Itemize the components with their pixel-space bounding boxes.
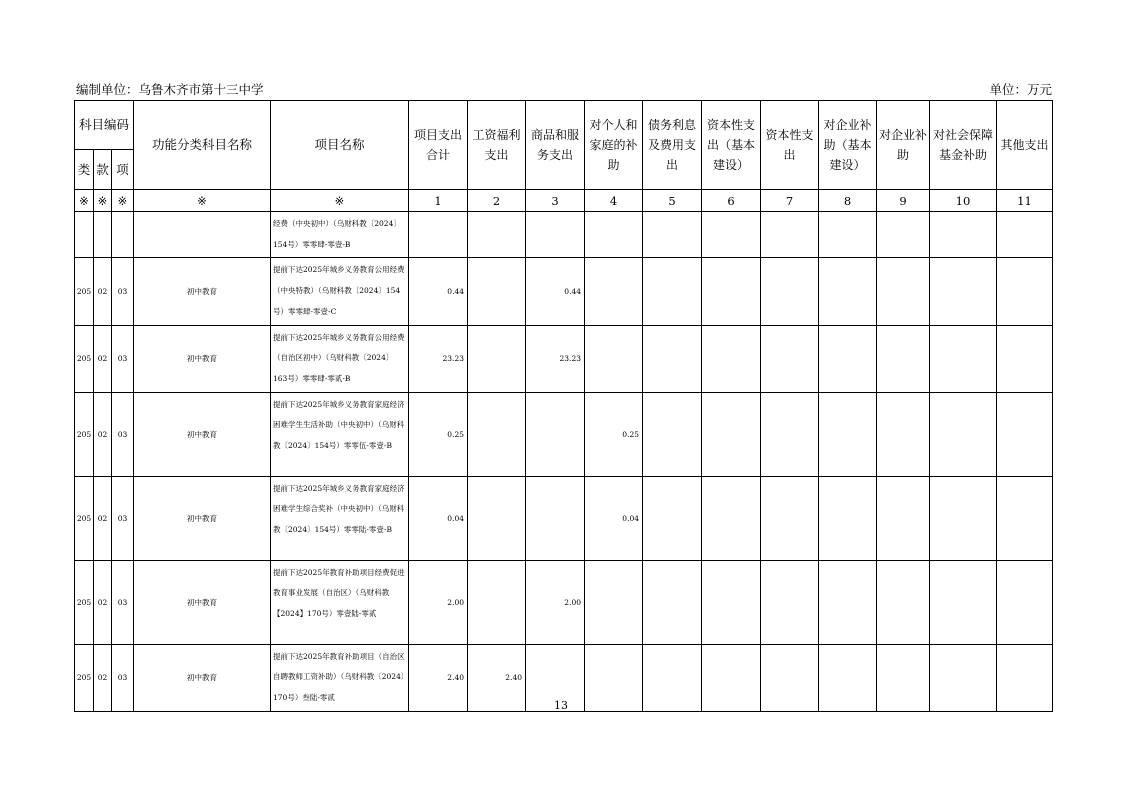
empty-cell xyxy=(877,258,930,325)
empty-cell xyxy=(702,392,761,476)
header-c8: 对企业补助（基本建设） xyxy=(819,101,877,190)
kuan-cell: 02 xyxy=(94,392,112,476)
index-cell: 7 xyxy=(761,190,819,212)
table-row xyxy=(75,325,1053,392)
xiang-cell: 03 xyxy=(112,476,134,560)
empty-cell xyxy=(930,560,997,644)
empty-cell xyxy=(643,476,702,560)
empty-cell xyxy=(819,258,877,325)
total-cell: 2.00 xyxy=(409,560,468,644)
index-cell: 10 xyxy=(930,190,997,212)
kuan-cell: 02 xyxy=(94,258,112,325)
proj-name-cell: 经费（中央初中）（乌财科教〔2024〕154号）零零肆-零壹-B xyxy=(271,212,409,258)
goods-cell xyxy=(526,476,585,560)
goods-cell xyxy=(526,212,585,258)
index-cell: ※ xyxy=(75,190,94,212)
salary-cell xyxy=(468,325,526,392)
empty-cell xyxy=(930,258,997,325)
empty-cell xyxy=(761,392,819,476)
xiang-cell: 03 xyxy=(112,644,134,711)
func-name-cell: 初中教育 xyxy=(134,560,271,644)
header-c5: 债务利息及费用支出 xyxy=(643,101,702,190)
func-name-cell: 初中教育 xyxy=(134,476,271,560)
empty-cell xyxy=(997,560,1053,644)
index-cell: 5 xyxy=(643,190,702,212)
kuan-cell xyxy=(94,212,112,258)
empty-cell xyxy=(761,212,819,258)
empty-cell xyxy=(761,560,819,644)
lei-cell: 205 xyxy=(75,560,94,644)
header-c6: 资本性支出（基本建设） xyxy=(702,101,761,190)
empty-cell xyxy=(702,560,761,644)
header-func-name: 功能分类科目名称 xyxy=(134,101,271,190)
empty-cell xyxy=(643,212,702,258)
empty-cell xyxy=(997,392,1053,476)
empty-cell xyxy=(930,392,997,476)
table-row xyxy=(75,258,1053,325)
header-c11: 其他支出 xyxy=(997,101,1053,190)
personal-cell xyxy=(585,325,643,392)
empty-cell xyxy=(643,325,702,392)
index-cell: 8 xyxy=(819,190,877,212)
empty-cell xyxy=(761,258,819,325)
table-row xyxy=(75,212,1053,258)
xiang-cell: 03 xyxy=(112,560,134,644)
empty-cell xyxy=(702,258,761,325)
func-name-cell: 初中教育 xyxy=(134,392,271,476)
empty-cell xyxy=(877,560,930,644)
index-cell: 6 xyxy=(702,190,761,212)
total-cell: 0.44 xyxy=(409,258,468,325)
personal-cell: 0.04 xyxy=(585,476,643,560)
salary-cell xyxy=(468,476,526,560)
empty-cell xyxy=(819,476,877,560)
goods-cell: 23.23 xyxy=(526,325,585,392)
compiling-unit: 编制单位：乌鲁木齐市第十三中学 xyxy=(76,82,264,97)
empty-cell xyxy=(930,476,997,560)
empty-cell xyxy=(930,212,997,258)
kuan-cell: 02 xyxy=(94,476,112,560)
proj-name-cell: 提前下达2025年城乡义务教育家庭经济困难学生综合奖补（中央初中）（乌财科教〔2024〕154号）零零陆-零壹-B xyxy=(271,476,409,560)
empty-cell xyxy=(819,392,877,476)
index-cell: ※ xyxy=(271,190,409,212)
index-cell: 4 xyxy=(585,190,643,212)
lei-cell: 205 xyxy=(75,258,94,325)
total-cell xyxy=(409,212,468,258)
goods-cell: 0.44 xyxy=(526,258,585,325)
index-cell: 3 xyxy=(526,190,585,212)
proj-name-cell: 提前下达2025年教育补助项目经费促进教育事业发展（自治区）（乌财科教【2024】170号）零壹陆-零贰 xyxy=(271,560,409,644)
empty-cell xyxy=(761,476,819,560)
empty-cell xyxy=(643,258,702,325)
xiang-cell xyxy=(112,212,134,258)
empty-cell xyxy=(997,476,1053,560)
personal-cell xyxy=(585,560,643,644)
kuan-cell: 02 xyxy=(94,644,112,711)
header-c2: 工资福利支出 xyxy=(468,101,526,190)
kuan-cell: 02 xyxy=(94,325,112,392)
func-name-cell xyxy=(134,212,271,258)
salary-cell xyxy=(468,392,526,476)
table-row xyxy=(75,476,1053,560)
empty-cell xyxy=(819,325,877,392)
table-row xyxy=(75,560,1053,644)
lei-cell xyxy=(75,212,94,258)
salary-cell xyxy=(468,258,526,325)
func-name-cell: 初中教育 xyxy=(134,644,271,711)
salary-cell xyxy=(468,560,526,644)
index-row xyxy=(75,190,1053,212)
personal-cell xyxy=(585,212,643,258)
empty-cell xyxy=(877,325,930,392)
personal-cell: 0.25 xyxy=(585,392,643,476)
empty-cell xyxy=(643,560,702,644)
lei-cell: 205 xyxy=(75,476,94,560)
empty-cell xyxy=(702,325,761,392)
empty-cell xyxy=(877,212,930,258)
empty-cell xyxy=(877,476,930,560)
empty-cell xyxy=(997,258,1053,325)
proj-name-cell: 提前下达2025年城乡义务教育家庭经济困难学生生活补助（中央初中）（乌财科教〔2024〕154号）零零伍-零壹-B xyxy=(271,392,409,476)
index-cell: ※ xyxy=(134,190,271,212)
total-cell: 2.40 xyxy=(409,644,468,711)
empty-cell xyxy=(997,212,1053,258)
index-cell: 2 xyxy=(468,190,526,212)
header-c10: 对社会保障基金补助 xyxy=(930,101,997,190)
func-name-cell: 初中教育 xyxy=(134,258,271,325)
header-lei: 类 xyxy=(75,150,94,190)
table-row xyxy=(75,392,1053,476)
empty-cell xyxy=(997,325,1053,392)
lei-cell: 205 xyxy=(75,644,94,711)
xiang-cell: 03 xyxy=(112,325,134,392)
salary-cell xyxy=(468,212,526,258)
lei-cell: 205 xyxy=(75,392,94,476)
header-proj-name: 项目名称 xyxy=(271,101,409,190)
header-xiang: 项 xyxy=(112,150,134,190)
header-kuan: 款 xyxy=(94,150,112,190)
index-cell: ※ xyxy=(112,190,134,212)
proj-name-cell: 提前下达2025年城乡义务教育公用经费（中央特教）（乌财科教〔2024〕154号）零零肆-零壹-C xyxy=(271,258,409,325)
salary-cell: 2.40 xyxy=(468,644,526,711)
index-cell: 9 xyxy=(877,190,930,212)
empty-cell xyxy=(819,212,877,258)
header-c9: 对企业补助 xyxy=(877,101,930,190)
index-cell: 11 xyxy=(997,190,1053,212)
goods-cell: 2.00 xyxy=(526,560,585,644)
xiang-cell: 03 xyxy=(112,392,134,476)
header-subject-code: 科目编码 xyxy=(75,101,134,150)
empty-cell xyxy=(930,325,997,392)
empty-cell xyxy=(819,560,877,644)
header-c7: 资本性支出 xyxy=(761,101,819,190)
empty-cell xyxy=(702,212,761,258)
personal-cell xyxy=(585,258,643,325)
lei-cell: 205 xyxy=(75,325,94,392)
empty-cell xyxy=(877,392,930,476)
page-number: 13 xyxy=(554,699,568,712)
goods-cell xyxy=(526,392,585,476)
total-cell: 0.04 xyxy=(409,476,468,560)
kuan-cell: 02 xyxy=(94,560,112,644)
expenditure-table xyxy=(74,100,1053,712)
proj-name-cell: 提前下达2025年教育补助项目（自治区自聘教师工资补助）（乌财科教〔2024〕170号）叁陆-零贰 xyxy=(271,644,409,711)
total-cell: 23.23 xyxy=(409,325,468,392)
empty-cell xyxy=(761,325,819,392)
header-c4: 对个人和家庭的补助 xyxy=(585,101,643,190)
proj-name-cell: 提前下达2025年城乡义务教育公用经费（自治区初中）（乌财科教〔2024〕163号）零零肆-零贰-B xyxy=(271,325,409,392)
currency-unit: 单位：万元 xyxy=(989,82,1052,97)
empty-cell xyxy=(643,392,702,476)
header-c1: 项目支出合计 xyxy=(409,101,468,190)
header-c3: 商品和服务支出 xyxy=(526,101,585,190)
empty-cell xyxy=(702,476,761,560)
total-cell: 0.25 xyxy=(409,392,468,476)
xiang-cell: 03 xyxy=(112,258,134,325)
func-name-cell: 初中教育 xyxy=(134,325,271,392)
index-cell: 1 xyxy=(409,190,468,212)
index-cell: ※ xyxy=(94,190,112,212)
